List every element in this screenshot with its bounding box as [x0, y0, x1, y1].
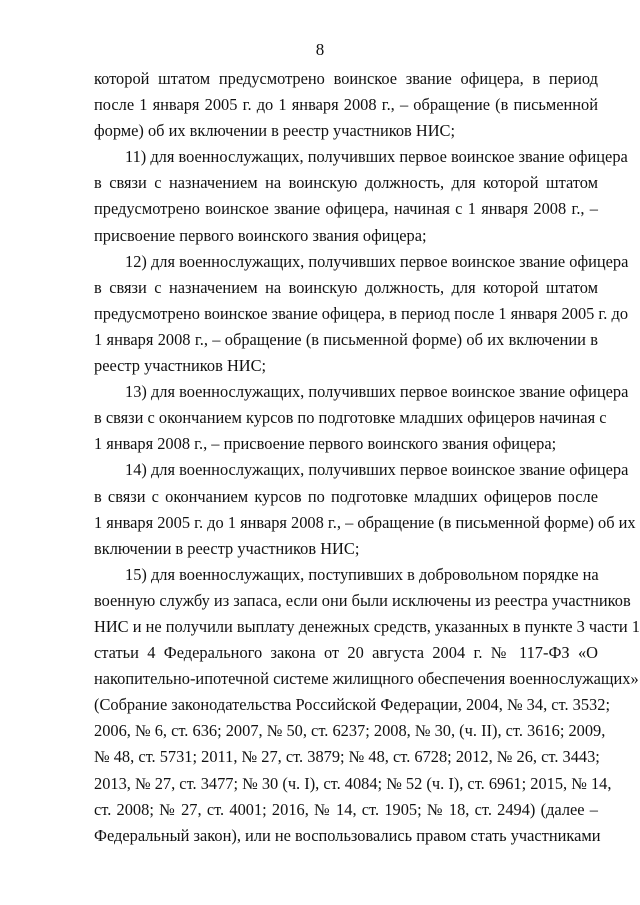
text-line: включении в реестр участников НИС;: [94, 538, 360, 558]
text-line: которой штатом предусмотрено воинское звание офицера, в период: [94, 69, 598, 88]
paragraph-item-15: [94, 562, 640, 849]
text-line: накопительно-ипотечной системе жилищного обеспечения военнослужащих»: [94, 669, 639, 689]
text-line: НИС и не получили выплату денежных средств, указанных в пункте 3 части 1: [94, 616, 640, 636]
text-line: в связи с окончанием курсов по подготовке младших офицеров начиная с: [94, 408, 607, 428]
document-body: [94, 66, 640, 849]
text-line: в связи с назначением на воинскую должность, для которой штатом: [94, 173, 598, 193]
text-line: (Собрание законодательства Российской Федерации, 2004, № 34, ст. 3532;: [94, 695, 611, 715]
paragraph-item-11: [94, 144, 628, 248]
text-line: 2006, № 6, ст. 636; 2007, № 50, ст. 6237; 2008, № 30, (ч. II), ст. 3616; 2009,: [94, 721, 606, 741]
text-line: реестр участников НИС;: [94, 356, 267, 376]
text-line: Федеральный закон), или не воспользовались правом стать участниками: [94, 825, 601, 845]
paragraph-continuation: [94, 66, 598, 144]
text-line: 1 января 2008 г., – обращение (в письменной форме) об их включении в: [94, 329, 598, 349]
text-line: 12) для военнослужащих, получивших первое воинское звание офицера: [125, 251, 629, 271]
text-line: ст. 2008; № 27, ст. 4001; 2016, № 14, ст. 1905; № 18, ст. 2494) (далее –: [94, 799, 598, 819]
text-line: 15) для военнослужащих, поступивших в добровольном порядке на: [125, 564, 599, 584]
text-line: после 1 января 2005 г. до 1 января 2008 г., – обращение (в письменной: [94, 95, 598, 115]
text-line: 11) для военнослужащих, получивших первое воинское звание офицера: [125, 147, 628, 167]
text-line: 1 января 2008 г., – присвоение первого воинского звания офицера;: [94, 434, 557, 454]
text-line: 2013, № 27, ст. 3477; № 30 (ч. I), ст. 4084; № 52 (ч. I), ст. 6961; 2015, № 14,: [94, 773, 612, 793]
text-line: 13) для военнослужащих, получивших первое воинское звание офицера: [125, 382, 629, 402]
paragraph-item-14: [94, 457, 636, 561]
text-line: № 48, ст. 5731; 2011, № 27, ст. 3879; № 48, ст. 6728; 2012, № 26, ст. 3443;: [94, 747, 600, 767]
text-line: в связи с окончанием курсов по подготовке младших офицеров после: [94, 486, 598, 506]
page-number: 8: [315, 40, 325, 59]
paragraph-item-12: [94, 249, 629, 379]
text-line: 14) для военнослужащих, получивших первое воинское звание офицера: [125, 460, 629, 480]
text-line: 1 января 2005 г. до 1 января 2008 г., – обращение (в письменной форме) об их: [94, 512, 636, 532]
paragraph-item-13: [94, 379, 629, 457]
text-line: статьи 4 Федерального закона от 20 августа 2004 г. № 117-ФЗ «О: [94, 643, 598, 663]
text-line: присвоение первого воинского звания офицера;: [94, 225, 427, 245]
text-line: предусмотрено воинское звание офицера, в период после 1 января 2005 г. до: [94, 303, 629, 323]
text-line: военную службу из запаса, если они были исключены из реестра участников: [94, 590, 631, 610]
text-line: форме) об их включении в реестр участников НИС;: [94, 121, 456, 141]
text-line: предусмотрено воинское звание офицера, начиная с 1 января 2008 г., –: [94, 199, 598, 219]
text-line: в связи с назначением на воинскую должность, для которой штатом: [94, 277, 598, 297]
